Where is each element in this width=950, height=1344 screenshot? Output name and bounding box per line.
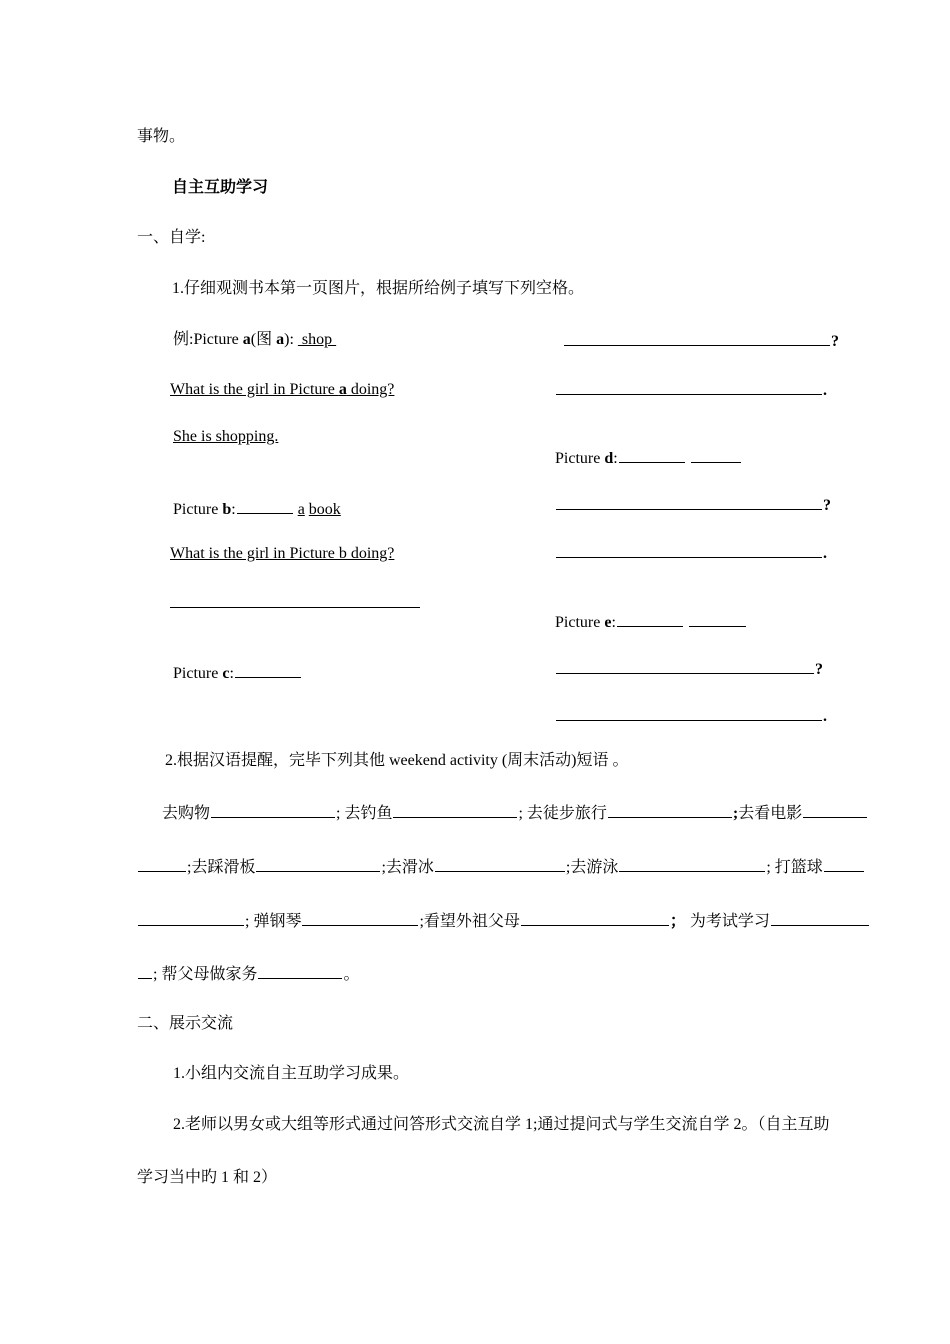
picture-d-question-mark: ? [823,497,831,514]
picture-c-colon: : [229,665,234,682]
picture-b-line [173,500,341,518]
picture-e-answer-line [555,707,827,725]
piano-blank[interactable] [302,912,418,926]
picture-b-word-a: a [297,501,305,518]
phrases-line-4 [137,965,359,983]
part2-item-2-continued: 学习当中旳 1 和 2） [137,1169,278,1186]
picture-d-blank-1[interactable] [619,449,685,463]
example-answer: shop [297,331,337,348]
basketball-blank-cont[interactable] [138,912,244,926]
phrase-movie: 去看电影 [738,805,803,822]
picture-b-label: Picture [173,501,223,518]
picture-c-letter: c [222,665,230,682]
picture-c-label: Picture [173,665,223,682]
picture-d-question-line [555,496,831,514]
picture-e-blank-1[interactable] [617,613,683,627]
part1-title: 一、自学: [137,229,206,246]
picture-b-blank[interactable] [237,500,293,514]
picture-d-answer-line [555,544,827,562]
phrase-skateboard: ;去踩滑板 [187,859,256,876]
example-prefix: 例:Picture [173,331,243,348]
picture-b-question: What is the girl in Picture b doing? [170,545,395,562]
example-paren-close: ): [284,331,298,348]
swimming-blank[interactable] [619,858,765,872]
example-paren-letter: a [276,331,285,348]
task1-instruction: 1.仔细观测书本第一页图片，根据所给例子填写下列空格。 [172,280,585,297]
example-paren-open: (图 [250,331,277,348]
task2-instruction: 2.根据汉语提醒，完毕下列其他 weekend activity (周末活动)短语 。 [165,752,629,769]
example-line [173,332,336,348]
picture-e-letter: e [604,614,612,631]
example-letter: a [242,331,251,348]
picture-d-colon: : [613,450,618,467]
example-question-blank[interactable] [564,332,830,346]
example-question-letter: a [338,381,347,398]
part2-item-1: 1.小组内交流自主互助学习成果。 [173,1065,410,1082]
movie-separator: ; [732,805,739,822]
example-question [170,382,394,398]
example-answer-line [555,381,827,399]
movie-blank[interactable] [803,804,867,818]
phrase-shopping: 去购物 [162,805,211,822]
example-question-text: What is the girl in Picture [170,381,339,398]
phrases-line-3 [137,912,870,930]
phrase-study: 为考试学习 [685,913,770,930]
phrase-housework: ; 帮父母做家务 [153,966,258,983]
skating-blank[interactable] [435,858,565,872]
picture-b-word-book: book [308,501,341,518]
picture-e-label: Picture [555,614,605,631]
basketball-blank[interactable] [824,858,864,872]
picture-e-question-line [555,660,823,678]
phrases-line-1 [162,804,868,822]
housework-blank[interactable] [258,965,342,979]
section-heading: 自主互助学习 [172,179,269,196]
picture-e-colon: : [611,614,616,631]
picture-e-line [555,613,747,631]
picture-d-question-blank[interactable] [556,496,822,510]
phrase-fishing: ; 去钓鱼 [336,805,393,822]
example-answer-dot: . [823,382,827,399]
phrases-line-2 [137,858,865,876]
example-response: She is shopping. [173,428,279,445]
picture-d-letter: d [604,450,614,467]
phrase-piano: ; 弹钢琴 [245,913,302,930]
picture-e-question-blank[interactable] [556,660,814,674]
skateboard-blank[interactable] [256,858,380,872]
picture-c-line [173,664,302,682]
picture-d-label: Picture [555,450,605,467]
study-blank[interactable] [771,912,869,926]
picture-e-answer-dot: . [823,708,827,725]
hiking-blank[interactable] [608,804,732,818]
picture-d-blank-2[interactable] [691,449,741,463]
picture-d-answer-dot: . [823,545,827,562]
study-separator: ； [669,913,686,930]
example-question-end: doing? [346,381,395,398]
picture-b-colon: : [231,501,236,518]
picture-b-answer-blank[interactable] [170,594,420,608]
movie-blank-cont[interactable] [138,858,186,872]
shopping-blank[interactable] [211,804,335,818]
picture-d-answer-blank[interactable] [556,544,822,558]
example-question-line [563,332,839,350]
picture-c-blank[interactable] [235,664,301,678]
picture-b-answer-line [169,594,421,612]
phrase-basketball: ; 打篮球 [766,859,823,876]
phrase-skating: ;去滑冰 [381,859,434,876]
grandparents-blank[interactable] [521,912,669,926]
example-question-mark: ? [831,333,839,350]
part2-title: 二、展示交流 [137,1015,234,1032]
phrase-hiking: ; 去徒步旅行 [518,805,607,822]
picture-e-answer-blank[interactable] [556,707,822,721]
phrase-swimming: ;去游泳 [565,859,619,876]
phrase-grandparents: ;看望外祖父母 [419,913,520,930]
fishing-blank[interactable] [393,804,517,818]
intro-tail-text: 事物。 [137,128,186,145]
phrases-end: 。 [343,966,360,983]
study-blank-cont[interactable] [138,965,152,979]
picture-d-line [555,449,742,467]
picture-b-letter: b [222,501,232,518]
picture-e-question-mark: ? [815,661,823,678]
picture-e-blank-2[interactable] [689,613,746,627]
part2-item-2: 2.老师以男女或大组等形式通过问答形式交流自学 1;通过提问式与学生交流自学 2。（自主互助 [173,1116,830,1133]
example-answer-blank[interactable] [556,381,822,395]
